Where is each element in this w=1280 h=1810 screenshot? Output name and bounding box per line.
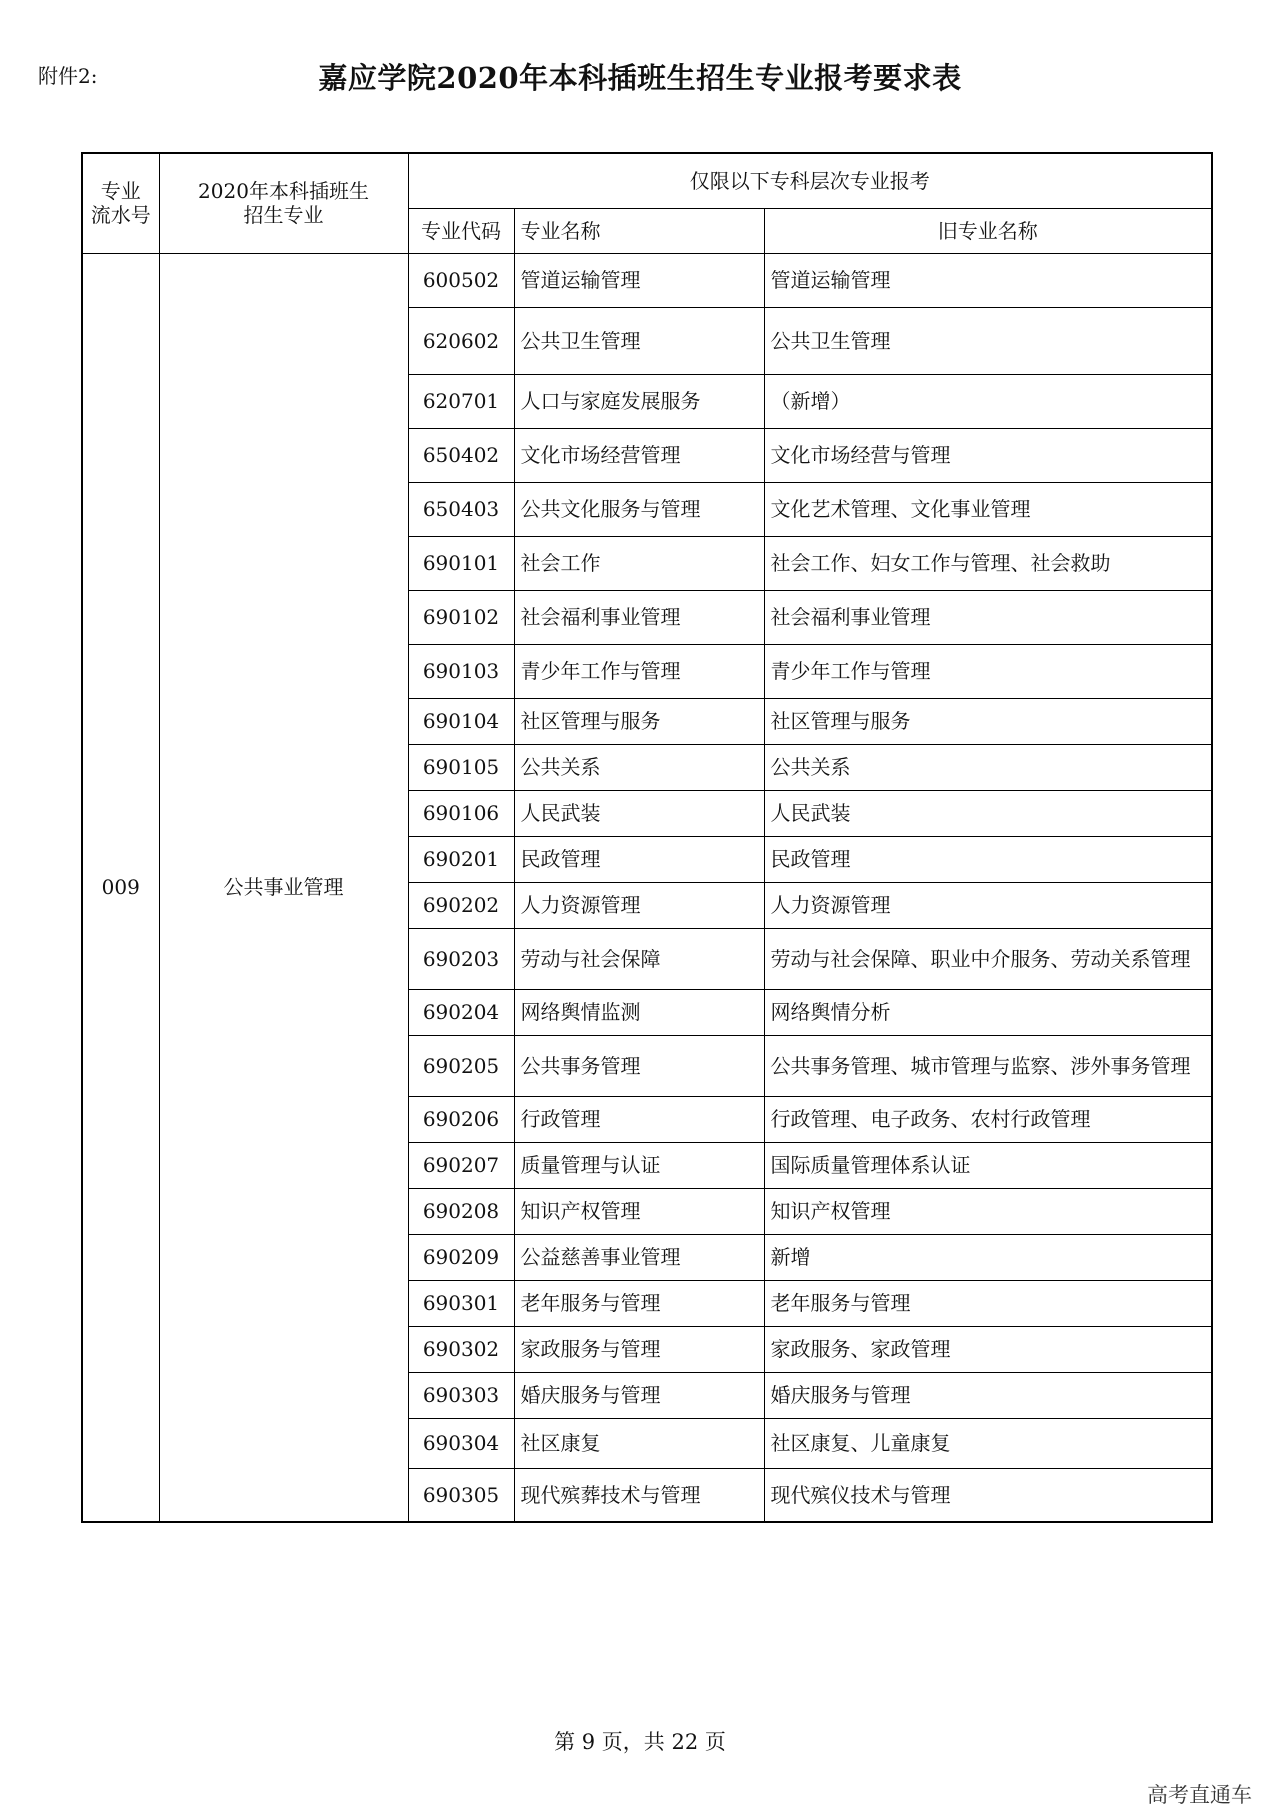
old-major-name: 社区管理与服务 <box>764 698 1212 744</box>
major-name: 现代殡葬技术与管理 <box>514 1468 764 1522</box>
major-code: 690207 <box>408 1142 514 1188</box>
major-code: 690209 <box>408 1234 514 1280</box>
old-major-name: 现代殡仪技术与管理 <box>764 1468 1212 1522</box>
major-name: 民政管理 <box>514 836 764 882</box>
major-code: 690208 <box>408 1188 514 1234</box>
old-major-name: （新增） <box>764 374 1212 428</box>
old-major-name: 知识产权管理 <box>764 1188 1212 1234</box>
old-major-name: 民政管理 <box>764 836 1212 882</box>
old-major-name: 网络舆情分析 <box>764 989 1212 1035</box>
major-code: 620602 <box>408 307 514 374</box>
major-code: 690203 <box>408 928 514 989</box>
table-row <box>82 253 1212 307</box>
old-major-name: 社会福利事业管理 <box>764 590 1212 644</box>
enrollment-major: 公共事业管理 <box>159 253 408 1522</box>
old-major-name: 公共卫生管理 <box>764 307 1212 374</box>
major-name: 社会福利事业管理 <box>514 590 764 644</box>
major-code: 690104 <box>408 698 514 744</box>
major-code: 690101 <box>408 536 514 590</box>
major-name: 文化市场经营管理 <box>514 428 764 482</box>
requirements-table <box>81 152 1213 1523</box>
header-group: 仅限以下专科层次专业报考 <box>408 153 1212 208</box>
major-name: 老年服务与管理 <box>514 1280 764 1326</box>
serial-number: 009 <box>82 253 159 1522</box>
old-major-name: 婚庆服务与管理 <box>764 1372 1212 1418</box>
major-code: 690105 <box>408 744 514 790</box>
major-name: 行政管理 <box>514 1096 764 1142</box>
major-code: 690303 <box>408 1372 514 1418</box>
major-code: 690204 <box>408 989 514 1035</box>
header-row-1 <box>82 153 1212 208</box>
major-code: 690304 <box>408 1418 514 1468</box>
page-title: 嘉应学院2020年本科插班生招生专业报考要求表 <box>318 61 962 95</box>
old-major-name: 劳动与社会保障、职业中介服务、劳动关系管理 <box>764 928 1212 989</box>
major-name: 社区管理与服务 <box>514 698 764 744</box>
old-major-name: 管道运输管理 <box>764 253 1212 307</box>
major-name: 家政服务与管理 <box>514 1326 764 1372</box>
major-code: 600502 <box>408 253 514 307</box>
old-major-name: 青少年工作与管理 <box>764 644 1212 698</box>
major-name: 公共文化服务与管理 <box>514 482 764 536</box>
major-name: 婚庆服务与管理 <box>514 1372 764 1418</box>
major-code: 690106 <box>408 790 514 836</box>
major-name: 劳动与社会保障 <box>514 928 764 989</box>
old-major-name: 家政服务、家政管理 <box>764 1326 1212 1372</box>
major-code: 690103 <box>408 644 514 698</box>
major-code: 690102 <box>408 590 514 644</box>
old-major-name: 国际质量管理体系认证 <box>764 1142 1212 1188</box>
old-major-name: 公共关系 <box>764 744 1212 790</box>
old-major-name: 公共事务管理、城市管理与监察、涉外事务管理 <box>764 1035 1212 1096</box>
major-code: 690201 <box>408 836 514 882</box>
major-code: 620701 <box>408 374 514 428</box>
major-name: 公益慈善事业管理 <box>514 1234 764 1280</box>
header-serial: 专业 流水号 <box>82 153 159 253</box>
major-name: 网络舆情监测 <box>514 989 764 1035</box>
major-code: 650403 <box>408 482 514 536</box>
header-code: 专业代码 <box>408 208 514 253</box>
old-major-name: 文化艺术管理、文化事业管理 <box>764 482 1212 536</box>
major-name: 质量管理与认证 <box>514 1142 764 1188</box>
header-major: 2020年本科插班生 招生专业 <box>159 153 408 253</box>
major-code: 690305 <box>408 1468 514 1522</box>
major-code: 690206 <box>408 1096 514 1142</box>
attachment-label: 附件2: <box>38 64 98 88</box>
major-name: 公共卫生管理 <box>514 307 764 374</box>
old-major-name: 文化市场经营与管理 <box>764 428 1212 482</box>
major-name: 人口与家庭发展服务 <box>514 374 764 428</box>
page-number: 第 9 页，共 22 页 <box>554 1730 726 1754</box>
major-name: 社会工作 <box>514 536 764 590</box>
old-major-name: 新增 <box>764 1234 1212 1280</box>
header-name: 专业名称 <box>514 208 764 253</box>
old-major-name: 人民武装 <box>764 790 1212 836</box>
major-name: 公共关系 <box>514 744 764 790</box>
major-name: 知识产权管理 <box>514 1188 764 1234</box>
major-code: 650402 <box>408 428 514 482</box>
major-name: 公共事务管理 <box>514 1035 764 1096</box>
old-major-name: 人力资源管理 <box>764 882 1212 928</box>
major-name: 管道运输管理 <box>514 253 764 307</box>
major-name: 人力资源管理 <box>514 882 764 928</box>
major-code: 690205 <box>408 1035 514 1096</box>
major-name: 社区康复 <box>514 1418 764 1468</box>
major-name: 人民武装 <box>514 790 764 836</box>
major-code: 690302 <box>408 1326 514 1372</box>
header-old-name: 旧专业名称 <box>764 208 1212 253</box>
major-code: 690301 <box>408 1280 514 1326</box>
major-name: 青少年工作与管理 <box>514 644 764 698</box>
old-major-name: 社会工作、妇女工作与管理、社会救助 <box>764 536 1212 590</box>
major-code: 690202 <box>408 882 514 928</box>
old-major-name: 社区康复、儿童康复 <box>764 1418 1212 1468</box>
old-major-name: 行政管理、电子政务、农村行政管理 <box>764 1096 1212 1142</box>
old-major-name: 老年服务与管理 <box>764 1280 1212 1326</box>
watermark: 高考直通车 <box>1147 1783 1252 1807</box>
